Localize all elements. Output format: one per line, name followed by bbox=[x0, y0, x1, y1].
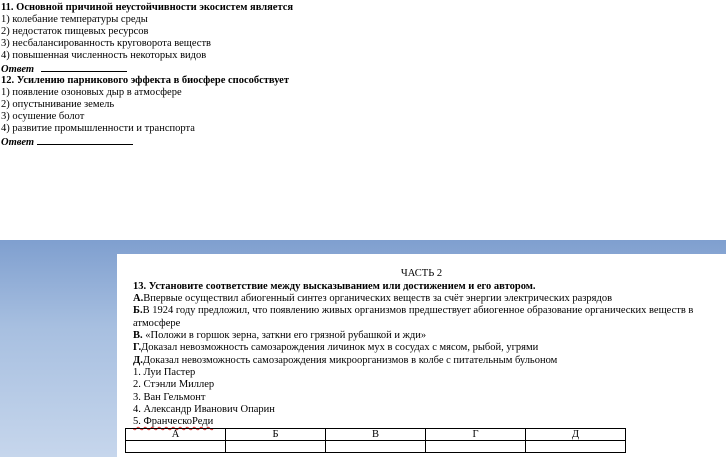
q12-option-3: 3) осушение болот bbox=[1, 111, 85, 122]
document-page bbox=[117, 254, 726, 457]
q11-option-4: 4) повышенная численность некоторых видов bbox=[1, 50, 207, 61]
q12-answer-blank[interactable] bbox=[37, 135, 133, 145]
answer-table-header-row bbox=[126, 429, 626, 441]
statement-g-letter: Г. bbox=[133, 342, 142, 353]
statement-v-letter: В. bbox=[133, 330, 143, 341]
statement-d bbox=[133, 355, 557, 367]
author-5: 5. ФранческоРеди bbox=[133, 416, 214, 427]
statement-d-text: Доказал невозможность самозарождения микроорганизмов в колбе с питательным бульоном bbox=[142, 355, 558, 366]
statement-d-letter: Д. bbox=[133, 355, 143, 366]
answer-table-input-row bbox=[126, 441, 626, 453]
answer-table-header: Д bbox=[526, 429, 626, 441]
q12-option-4: 4) развитие промышленности и транспорта bbox=[1, 123, 195, 134]
q11-answer-label: Ответ bbox=[1, 64, 35, 75]
answer-cell-g[interactable] bbox=[426, 441, 526, 453]
statement-g-text: Доказал невозможность самозарождения личинок мух в сосудах с мясом, рыбой, угрями bbox=[141, 342, 539, 353]
answer-table-header: Б bbox=[226, 429, 326, 441]
q11-answer-line bbox=[1, 62, 127, 76]
answer-cell-a[interactable] bbox=[126, 441, 226, 453]
question-12-title: 12. Усилению парникового эффекта в биосфере способствует bbox=[1, 75, 289, 86]
answer-table-header: Г bbox=[426, 429, 526, 441]
answer-table-header: А bbox=[126, 429, 226, 441]
q11-answer-blank[interactable] bbox=[41, 62, 127, 72]
statement-a-letter: А. bbox=[133, 293, 144, 304]
q12-option-2: 2) опустынивание земель bbox=[1, 99, 115, 110]
statement-b-letter: Б. bbox=[133, 305, 143, 316]
q11-option-2: 2) недостаток пищевых ресурсов bbox=[1, 26, 149, 37]
statement-b-continuation: атмосфере bbox=[133, 318, 181, 329]
answer-cell-v[interactable] bbox=[326, 441, 426, 453]
q12-option-1: 1) появление озоновых дыр в атмосфере bbox=[1, 87, 182, 98]
statement-a-text: Впервые осуществил абиогенный синтез органических веществ за счёт энергии электрических разрядов bbox=[143, 293, 613, 304]
part2-heading: ЧАСТЬ 2 bbox=[400, 268, 443, 279]
statement-v bbox=[133, 330, 426, 342]
q12-answer-line bbox=[1, 135, 133, 149]
author-1: 1. Луи Пастер bbox=[133, 367, 196, 378]
author-3: 3. Ван Гельмонт bbox=[133, 392, 206, 403]
statement-b-text: В 1924 году предложил, что появлению живых организмов предшествует абиогенное образование органических веществ в bbox=[142, 305, 694, 316]
question-11-title: 11. Основной причиной неустойчивности экосистем является bbox=[1, 2, 294, 13]
q11-option-1: 1) колебание температуры среды bbox=[1, 14, 148, 25]
statement-g bbox=[133, 342, 538, 354]
statement-a bbox=[133, 293, 612, 305]
q11-option-3: 3) несбалансированность круговорота веществ bbox=[1, 38, 212, 49]
statement-b bbox=[133, 305, 693, 317]
author-4: 4. Александр Иванович Опарин bbox=[133, 404, 275, 415]
answer-table bbox=[125, 428, 626, 453]
answer-cell-b[interactable] bbox=[226, 441, 326, 453]
answer-table-header: В bbox=[326, 429, 426, 441]
author-2: 2. Стэнли Миллер bbox=[133, 379, 215, 390]
answer-cell-d[interactable] bbox=[526, 441, 626, 453]
statement-v-text: «Положи в горшок зерна, заткни его грязной рубашкой и жди» bbox=[142, 330, 427, 341]
q12-answer-label: Ответ bbox=[1, 137, 35, 148]
question-13-title: 13. Установите соответствие между высказыванием или достижением и его автором. bbox=[133, 281, 536, 292]
